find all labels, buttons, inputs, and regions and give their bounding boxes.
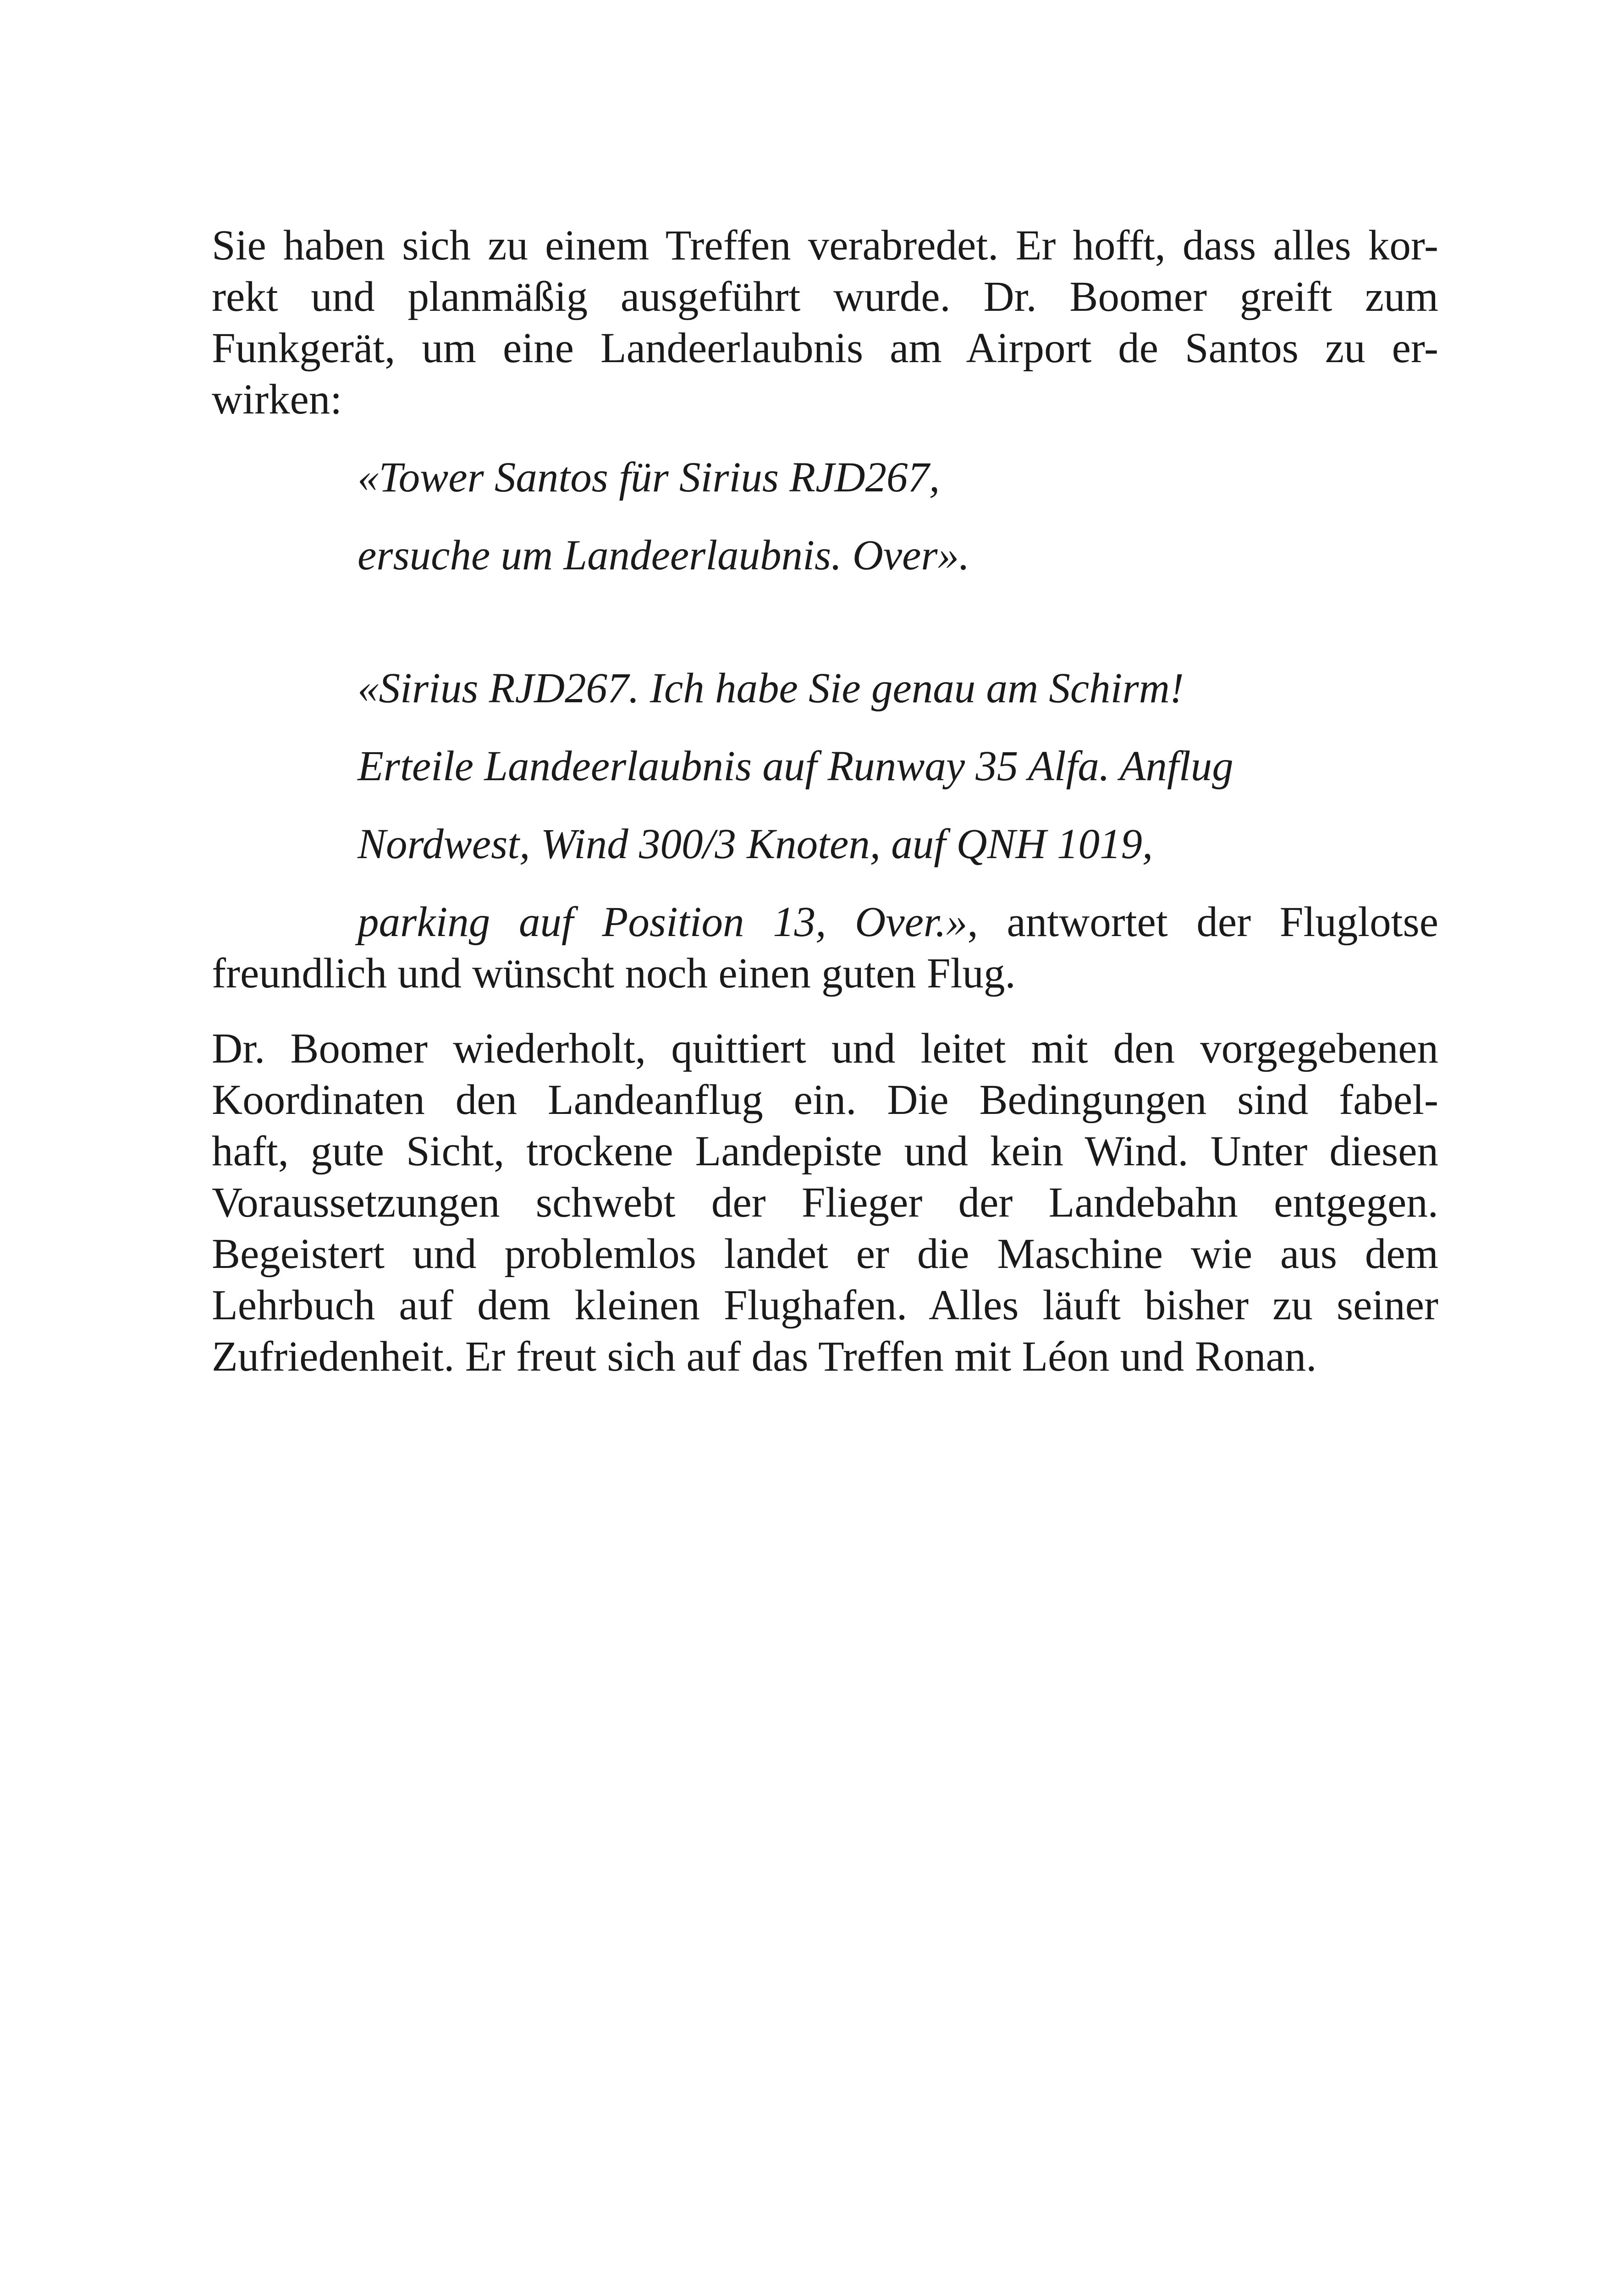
paragraph-1 (212, 220, 1438, 425)
text-line: wirken: (212, 376, 342, 423)
text-line: Voraussetzungen schwebt der Flieger der Landebahn entgegen. (212, 1179, 1438, 1226)
text-line: Sie haben sich zu einem Treffen verabredet. Er hofft, dass alles kor- (212, 222, 1438, 269)
quote-line: «Sirius RJD267. Ich habe Sie genau am Schirm! (358, 665, 1184, 712)
body-text (212, 220, 1438, 1383)
quote-line: Erteile Landeerlaubnis auf Runway 35 Alfa. Anflug (358, 743, 1233, 790)
paragraph-2 (212, 1023, 1438, 1383)
text-line: Funkgerät, um eine Landeerlaubnis am Airport de Santos zu er- (212, 325, 1438, 372)
text-line: rekt und planmäßig ausgeführt wurde. Dr. Boomer greift zum (212, 273, 1438, 320)
text-line: haft, gute Sicht, trockene Landepiste und kein Wind. Unter diesen (212, 1128, 1438, 1175)
quote-closing-rest: , antwortet der Fluglotse (967, 898, 1438, 946)
text-line: Dr. Boomer wiederholt, quittiert und leitet mit den vorgegebenen (212, 1025, 1438, 1072)
tower-reply-quote (212, 663, 1438, 999)
quote-closing-line (212, 897, 1438, 948)
quote-line: ersuche um Landeerlaubnis. Over». (358, 532, 970, 579)
text-line: Koordinaten den Landeanflug ein. Die Bedingungen sind fabel- (212, 1076, 1438, 1124)
quote-line: «Tower Santos für Sirius RJD267, (358, 454, 940, 501)
text-line: Zufriedenheit. Er freut sich auf das Treffen mit Léon und Ronan. (212, 1333, 1317, 1380)
quote-line: Nordwest, Wind 300/3 Knoten, auf QNH 1019, (358, 821, 1153, 868)
text-line: Begeistert und problemlos landet er die Maschine wie aus dem (212, 1230, 1438, 1278)
text-line: freundlich und wünscht noch einen guten Flug. (212, 950, 1016, 997)
quote-closing-italic: parking auf Position 13, Over.» (358, 898, 968, 946)
text-line: Lehrbuch auf dem kleinen Flughafen. Alles läuft bisher zu seiner (212, 1282, 1438, 1329)
radio-call-quote (212, 452, 1438, 581)
